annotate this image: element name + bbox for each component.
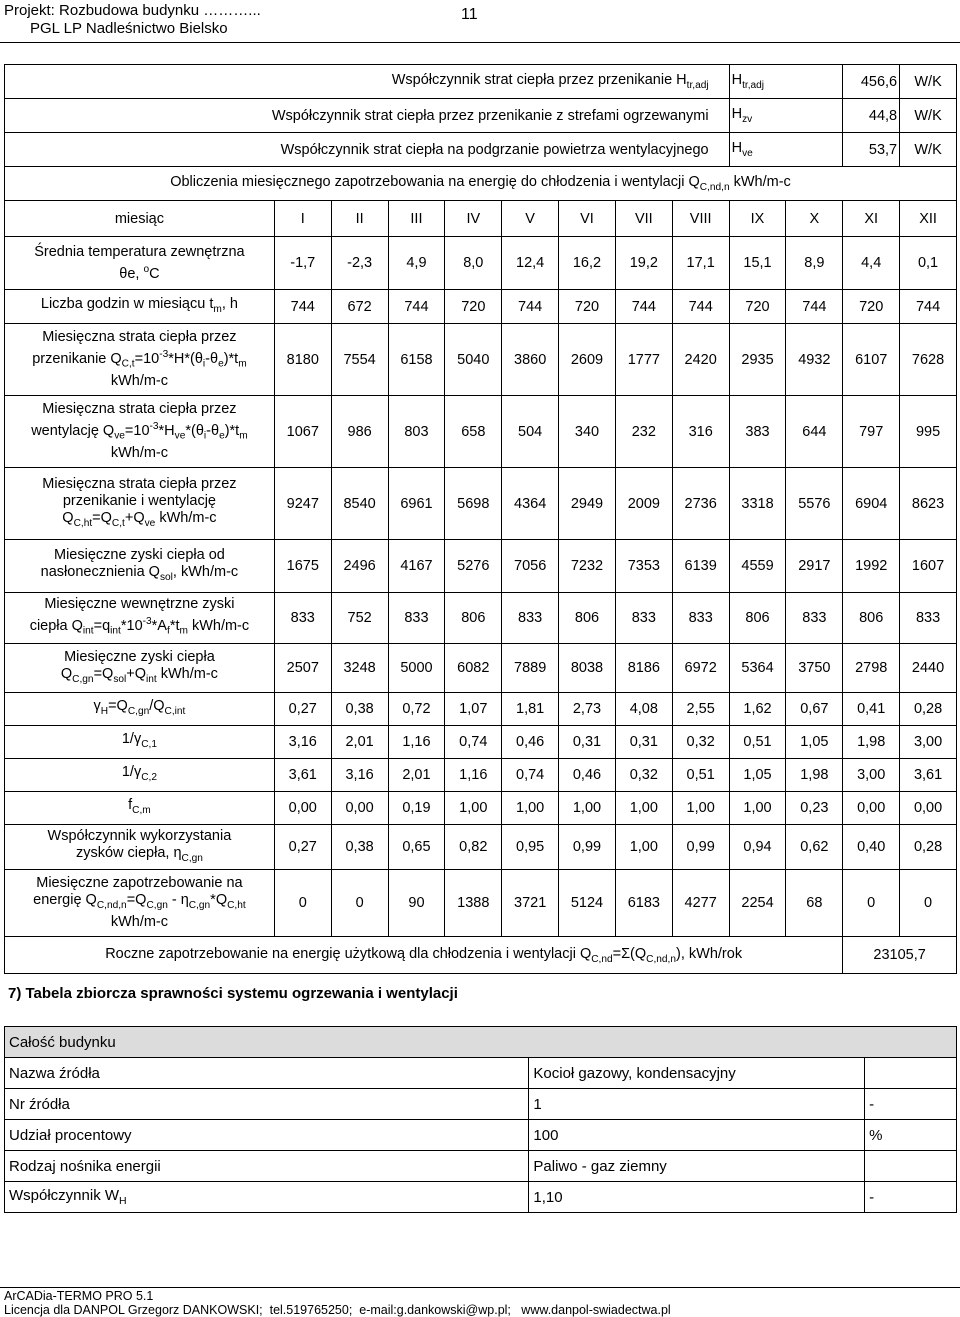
- value-cell: 3,61: [274, 759, 331, 792]
- value-cell: 0,31: [559, 726, 616, 759]
- value-cell: 0,74: [445, 726, 502, 759]
- annual-label: Roczne zapotrzebowanie na energię użytkową dla chłodzenia i wentylacji $Q_{C,nd}=\Sigma(Q_{C,nd,n})$, kWh/rok: [5, 937, 843, 974]
- annual-value: 23105,7: [843, 937, 957, 974]
- value-cell: 5000: [388, 644, 445, 693]
- value-cell: 340: [559, 396, 616, 468]
- value-cell: 0,00: [331, 792, 388, 825]
- value-cell: 0,28: [900, 825, 957, 870]
- value-cell: 0,99: [672, 825, 729, 870]
- value-cell: 0,27: [274, 693, 331, 726]
- value-cell: 8,9: [786, 237, 843, 290]
- value-cell: 803: [388, 396, 445, 468]
- row-label: $\gamma_H=Q_{C,gn}/Q_{C,int}$: [5, 693, 275, 726]
- value-cell: 2949: [559, 468, 616, 540]
- value-cell: 8623: [900, 468, 957, 540]
- value-cell: 833: [672, 593, 729, 644]
- value-cell: 0,31: [615, 726, 672, 759]
- value-cell: 2440: [900, 644, 957, 693]
- calc-title: Obliczenia miesięcznego zapotrzebowania na energię do chłodzenia i wentylacji $Q_{C,nd,n}$ kWh/m-c: [5, 167, 957, 201]
- value-cell: 0,99: [559, 825, 616, 870]
- value-cell: 1,98: [786, 759, 843, 792]
- value-cell: 3750: [786, 644, 843, 693]
- row-label: $f_{C,m}$: [5, 792, 275, 825]
- value-cell: 806: [843, 593, 900, 644]
- value-cell: 1,00: [502, 792, 559, 825]
- value-cell: 5124: [559, 870, 616, 937]
- row-eta: [5, 825, 957, 870]
- value-cell: 744: [786, 290, 843, 324]
- page-number: 11: [461, 6, 478, 23]
- value-cell: 12,4: [502, 237, 559, 290]
- value-cell: 15,1: [729, 237, 786, 290]
- page-footer: [4, 1289, 671, 1317]
- summary-label: Nazwa źródła: [5, 1058, 529, 1089]
- value-cell: 0,1: [900, 237, 957, 290]
- value-cell: 1,00: [445, 792, 502, 825]
- row-qcht: [5, 468, 957, 540]
- value-cell: 8540: [331, 468, 388, 540]
- value-cell: 3,00: [900, 726, 957, 759]
- value-cell: 4364: [502, 468, 559, 540]
- row-label: Miesięczna strata ciepła przez wentylację $Q_{ve}=10^{-3}*H_{ve}*(\theta_i-\theta_e)*t_m$ kWh/m-c: [5, 396, 275, 468]
- summary-row: [5, 1120, 957, 1151]
- row-qnd: [5, 870, 957, 937]
- row-label: $1/\gamma_{C,1}$: [5, 726, 275, 759]
- value-cell: 1607: [900, 540, 957, 593]
- value-cell: 0: [274, 870, 331, 937]
- value-cell: 0,46: [502, 726, 559, 759]
- header-rule: [0, 42, 960, 43]
- summary-row: [5, 1151, 957, 1182]
- value-cell: 6107: [843, 324, 900, 396]
- project-line: Projekt: Rozbudowa budynku ………...: [4, 2, 261, 19]
- value-cell: 1,05: [729, 759, 786, 792]
- summary-group-row: [5, 1027, 957, 1058]
- value-cell: 744: [615, 290, 672, 324]
- value-cell: 7056: [502, 540, 559, 593]
- value-cell: 6158: [388, 324, 445, 396]
- annual-row: [5, 937, 957, 974]
- calc-title-row: [5, 167, 957, 201]
- value-cell: 1067: [274, 396, 331, 468]
- summary-value: Kocioł gazowy, kondensacyjny: [529, 1058, 865, 1089]
- month-cell: IX: [729, 201, 786, 237]
- value-cell: 316: [672, 396, 729, 468]
- value-cell: 0,74: [502, 759, 559, 792]
- row-label: Liczba godzin w miesiącu $t_m$, h: [5, 290, 275, 324]
- summary-label: Rodzaj nośnika energii: [5, 1151, 529, 1182]
- value-cell: 232: [615, 396, 672, 468]
- value-cell: 672: [331, 290, 388, 324]
- month-cell: III: [388, 201, 445, 237]
- value-cell: 0,67: [786, 693, 843, 726]
- value-cell: 8180: [274, 324, 331, 396]
- value-cell: 3721: [502, 870, 559, 937]
- value-cell: 3248: [331, 644, 388, 693]
- summary-unit: -: [865, 1089, 957, 1120]
- value-cell: 0,27: [274, 825, 331, 870]
- value-cell: 9247: [274, 468, 331, 540]
- month-cell: XI: [843, 201, 900, 237]
- row-label: Miesięczne zyski ciepła od nasłonecznienia $Q_{sol}$, kWh/m-c: [5, 540, 275, 593]
- footer-rule: [0, 1287, 960, 1288]
- months-row: [5, 201, 957, 237]
- value-cell: 2609: [559, 324, 616, 396]
- value-cell: 1,07: [445, 693, 502, 726]
- value-cell: 2420: [672, 324, 729, 396]
- value-cell: 744: [672, 290, 729, 324]
- value-cell: 5364: [729, 644, 786, 693]
- summary-value: Paliwo - gaz ziemny: [529, 1151, 865, 1182]
- value-cell: 644: [786, 396, 843, 468]
- value-cell: 0,19: [388, 792, 445, 825]
- value-cell: 0,40: [843, 825, 900, 870]
- value-cell: 720: [559, 290, 616, 324]
- value-cell: 1,62: [729, 693, 786, 726]
- summary-unit: [865, 1151, 957, 1182]
- coef-value: 456,6: [843, 65, 900, 99]
- value-cell: 0,41: [843, 693, 900, 726]
- value-cell: 1,00: [729, 792, 786, 825]
- value-cell: 7889: [502, 644, 559, 693]
- value-cell: 7353: [615, 540, 672, 593]
- value-cell: 6139: [672, 540, 729, 593]
- value-cell: 0,51: [729, 726, 786, 759]
- page-header: [4, 2, 261, 38]
- row-label: Miesięczna strata ciepła przez przenikanie i wentylację $Q_{C,ht}=Q_{C,t}+Q_{ve}$ kWh/m-c: [5, 468, 275, 540]
- value-cell: 1,05: [786, 726, 843, 759]
- coef-row-htr: [5, 65, 957, 99]
- summary-group: Całość budynku: [5, 1027, 957, 1058]
- value-cell: 4,08: [615, 693, 672, 726]
- value-cell: 0,00: [274, 792, 331, 825]
- month-cell: V: [502, 201, 559, 237]
- month-cell: X: [786, 201, 843, 237]
- value-cell: 0,95: [502, 825, 559, 870]
- value-cell: 1,81: [502, 693, 559, 726]
- value-cell: 0,00: [843, 792, 900, 825]
- value-cell: 806: [445, 593, 502, 644]
- row-label: Współczynnik wykorzystania zysków ciepła, $\eta_{C,gn}$: [5, 825, 275, 870]
- value-cell: 720: [729, 290, 786, 324]
- coef-label: Współczynnik strat ciepła przez przenikanie $H_{tr,adj}$: [5, 65, 730, 99]
- value-cell: 7554: [331, 324, 388, 396]
- value-cell: 19,2: [615, 237, 672, 290]
- row-label: Miesięczne zapotrzebowanie na energię $Q_{C,nd,n}=Q_{C,gn} - \eta_{C,gn}*Q_{C,ht}$ kWh/m-c: [5, 870, 275, 937]
- value-cell: 0,65: [388, 825, 445, 870]
- row-qcgn: [5, 644, 957, 693]
- value-cell: 16,2: [559, 237, 616, 290]
- value-cell: 833: [900, 593, 957, 644]
- value-cell: 0,46: [559, 759, 616, 792]
- value-cell: 2798: [843, 644, 900, 693]
- footer-software: ArCADia-TERMO PRO 5.1: [4, 1289, 154, 1303]
- row-label: $1/\gamma_{C,2}$: [5, 759, 275, 792]
- summary-table: [4, 1026, 957, 1213]
- value-cell: 797: [843, 396, 900, 468]
- value-cell: -2,3: [331, 237, 388, 290]
- row-fcm: [5, 792, 957, 825]
- value-cell: 2,01: [331, 726, 388, 759]
- value-cell: 5698: [445, 468, 502, 540]
- value-cell: 1777: [615, 324, 672, 396]
- value-cell: 4559: [729, 540, 786, 593]
- value-cell: 0,38: [331, 825, 388, 870]
- value-cell: 2,55: [672, 693, 729, 726]
- row-qct: [5, 324, 957, 396]
- value-cell: 806: [729, 593, 786, 644]
- footer-licence: Licencja dla DANPOL Grzegorz DANKOWSKI; tel.519765250; e-mail:g.dankowski@wp.pl; www.danpol-swiadectwa.pl: [4, 1303, 671, 1317]
- value-cell: -1,7: [274, 237, 331, 290]
- value-cell: 658: [445, 396, 502, 468]
- value-cell: 4167: [388, 540, 445, 593]
- value-cell: 3,16: [331, 759, 388, 792]
- row-label: Miesięczne zyski ciepła $Q_{C,gn}=Q_{sol}+Q_{int}$ kWh/m-c: [5, 644, 275, 693]
- value-cell: 833: [274, 593, 331, 644]
- value-cell: 4277: [672, 870, 729, 937]
- value-cell: 6972: [672, 644, 729, 693]
- summary-label: Nr źródła: [5, 1089, 529, 1120]
- coef-value: 44,8: [843, 99, 900, 133]
- value-cell: 6082: [445, 644, 502, 693]
- value-cell: 0,32: [615, 759, 672, 792]
- value-cell: 0,32: [672, 726, 729, 759]
- row-inv-gamma-1: [5, 726, 957, 759]
- value-cell: 504: [502, 396, 559, 468]
- value-cell: 6904: [843, 468, 900, 540]
- value-cell: 5276: [445, 540, 502, 593]
- value-cell: 3,00: [843, 759, 900, 792]
- value-cell: 1,00: [559, 792, 616, 825]
- value-cell: 0,38: [331, 693, 388, 726]
- coef-unit: W/K: [900, 133, 957, 167]
- value-cell: 2507: [274, 644, 331, 693]
- row-label: Średnia temperatura zewnętrzna θe, $^o$C: [5, 237, 275, 290]
- value-cell: 720: [843, 290, 900, 324]
- value-cell: 3860: [502, 324, 559, 396]
- value-cell: 744: [900, 290, 957, 324]
- row-qint: [5, 593, 957, 644]
- value-cell: 752: [331, 593, 388, 644]
- summary-label: Udział procentowy: [5, 1120, 529, 1151]
- value-cell: 744: [388, 290, 445, 324]
- value-cell: 4,4: [843, 237, 900, 290]
- row-qve: [5, 396, 957, 468]
- value-cell: 2,01: [388, 759, 445, 792]
- month-cell: VII: [615, 201, 672, 237]
- value-cell: 1,00: [615, 792, 672, 825]
- value-cell: 5576: [786, 468, 843, 540]
- coef-symbol: $H_{tr,adj}$: [729, 65, 843, 99]
- value-cell: 1,16: [445, 759, 502, 792]
- row-label: Miesięczne wewnętrzne zyski ciepła $Q_{int}=q_{int}*10^{-3}*A_f*t_m$ kWh/m-c: [5, 593, 275, 644]
- value-cell: 0,94: [729, 825, 786, 870]
- value-cell: 6183: [615, 870, 672, 937]
- row-qsol: [5, 540, 957, 593]
- value-cell: 8,0: [445, 237, 502, 290]
- value-cell: 0,23: [786, 792, 843, 825]
- value-cell: 68: [786, 870, 843, 937]
- month-cell: II: [331, 201, 388, 237]
- value-cell: 0,82: [445, 825, 502, 870]
- value-cell: 3,61: [900, 759, 957, 792]
- value-cell: 1,00: [615, 825, 672, 870]
- value-cell: 1388: [445, 870, 502, 937]
- month-cell: XII: [900, 201, 957, 237]
- value-cell: 383: [729, 396, 786, 468]
- value-cell: 806: [559, 593, 616, 644]
- summary-row-wh: [5, 1182, 957, 1213]
- summary-value: 1: [529, 1089, 865, 1120]
- investor-line: PGL LP Nadleśnictwo Bielsko: [30, 20, 228, 37]
- summary-unit: %: [865, 1120, 957, 1151]
- coef-row-hzv: [5, 99, 957, 133]
- value-cell: 2254: [729, 870, 786, 937]
- value-cell: 833: [615, 593, 672, 644]
- value-cell: 0,72: [388, 693, 445, 726]
- value-cell: 0,62: [786, 825, 843, 870]
- value-cell: 4,9: [388, 237, 445, 290]
- cooling-demand-table: [4, 64, 957, 974]
- value-cell: 0,51: [672, 759, 729, 792]
- summary-row: [5, 1089, 957, 1120]
- value-cell: 6961: [388, 468, 445, 540]
- value-cell: 2935: [729, 324, 786, 396]
- value-cell: 1992: [843, 540, 900, 593]
- value-cell: 5040: [445, 324, 502, 396]
- coef-unit: W/K: [900, 65, 957, 99]
- coef-symbol: $H_{ve}$: [729, 133, 843, 167]
- value-cell: 2736: [672, 468, 729, 540]
- value-cell: 744: [274, 290, 331, 324]
- summary-label: Współczynnik $W_H$: [5, 1182, 529, 1213]
- coef-value: 53,7: [843, 133, 900, 167]
- value-cell: 3,16: [274, 726, 331, 759]
- month-cell: VI: [559, 201, 616, 237]
- coef-row-hve: [5, 133, 957, 167]
- value-cell: 2,73: [559, 693, 616, 726]
- section-title: 7) Tabela zbiorcza sprawności systemu ogrzewania i wentylacji: [8, 985, 458, 1002]
- value-cell: 2009: [615, 468, 672, 540]
- month-cell: IV: [445, 201, 502, 237]
- value-cell: 7628: [900, 324, 957, 396]
- value-cell: 8186: [615, 644, 672, 693]
- summary-value: 1,10: [529, 1182, 865, 1213]
- value-cell: 90: [388, 870, 445, 937]
- row-inv-gamma-2: [5, 759, 957, 792]
- month-cell: VIII: [672, 201, 729, 237]
- summary-row: [5, 1058, 957, 1089]
- value-cell: 17,1: [672, 237, 729, 290]
- value-cell: 744: [502, 290, 559, 324]
- value-cell: 1,00: [672, 792, 729, 825]
- value-cell: 833: [786, 593, 843, 644]
- value-cell: 1,98: [843, 726, 900, 759]
- value-cell: 2496: [331, 540, 388, 593]
- value-cell: 1,16: [388, 726, 445, 759]
- value-cell: 8038: [559, 644, 616, 693]
- value-cell: 3318: [729, 468, 786, 540]
- value-cell: 833: [388, 593, 445, 644]
- row-label: Miesięczna strata ciepła przez przenikanie $Q_{C,t}=10^{-3}*H*(\theta_i-\theta_e)*t_m$ kWh/m-c: [5, 324, 275, 396]
- value-cell: 833: [502, 593, 559, 644]
- summary-unit: [865, 1058, 957, 1089]
- value-cell: 995: [900, 396, 957, 468]
- summary-value: 100: [529, 1120, 865, 1151]
- row-gamma: [5, 693, 957, 726]
- coef-label: Współczynnik strat ciepła przez przenikanie z strefami ogrzewanymi: [5, 99, 730, 133]
- coef-symbol: $H_{zv}$: [729, 99, 843, 133]
- summary-unit: -: [865, 1182, 957, 1213]
- coef-label: Współczynnik strat ciepła na podgrzanie powietrza wentylacyjnego: [5, 133, 730, 167]
- value-cell: 720: [445, 290, 502, 324]
- value-cell: 1675: [274, 540, 331, 593]
- value-cell: 7232: [559, 540, 616, 593]
- value-cell: 0,00: [900, 792, 957, 825]
- value-cell: 2917: [786, 540, 843, 593]
- months-label: miesiąc: [5, 201, 275, 237]
- coef-unit: W/K: [900, 99, 957, 133]
- month-cell: I: [274, 201, 331, 237]
- value-cell: 0: [331, 870, 388, 937]
- row-hours: [5, 290, 957, 324]
- value-cell: 0: [900, 870, 957, 937]
- value-cell: 986: [331, 396, 388, 468]
- value-cell: 0: [843, 870, 900, 937]
- value-cell: 0,28: [900, 693, 957, 726]
- value-cell: 4932: [786, 324, 843, 396]
- row-temperature: [5, 237, 957, 290]
